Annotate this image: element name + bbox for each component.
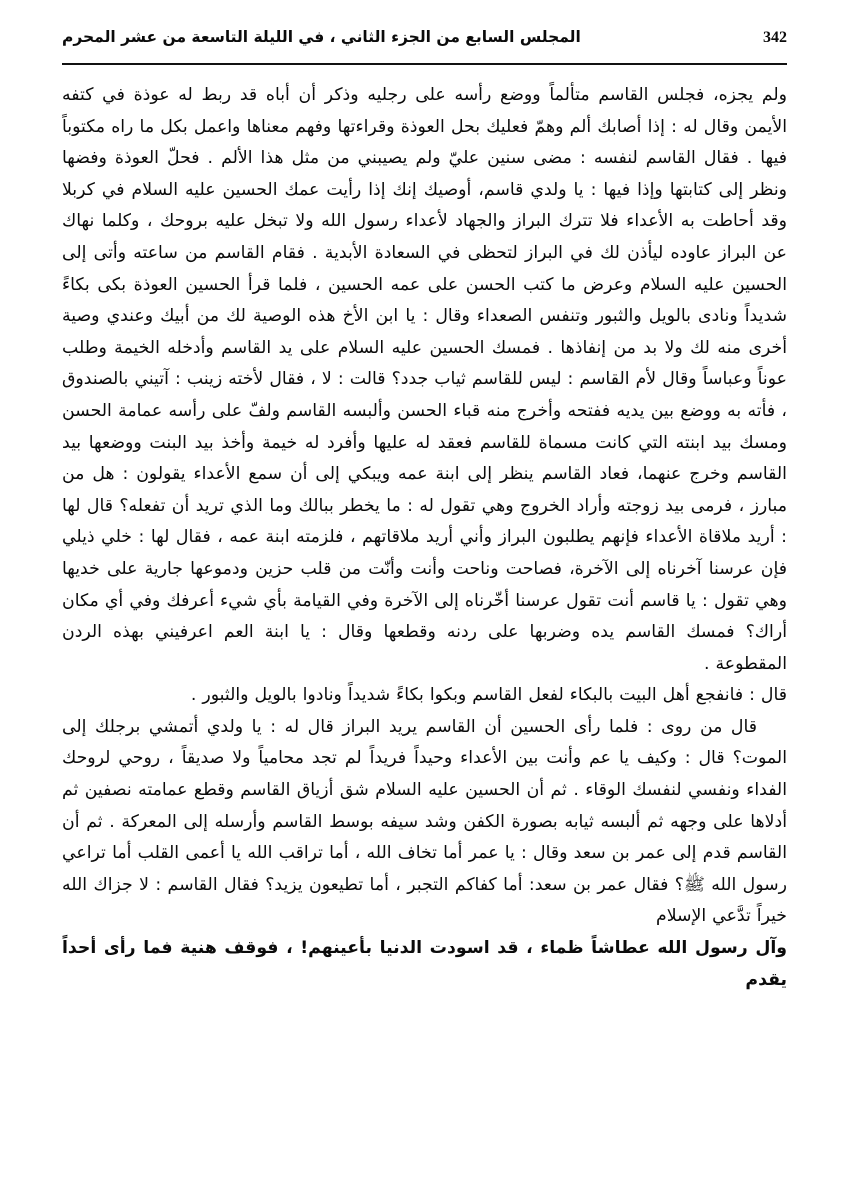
page-header	[62, 28, 787, 47]
page-number: 342	[763, 29, 787, 46]
body-paragraph: قال : فانفجع أهل البيت بالبكاء لفعل القاسم وبكوا بكاءً شديداً ونادوا بالويل والثبور .	[190, 685, 787, 706]
body-paragraph: قال من روى : فلما رأى الحسين أن القاسم يريد البراز قال له : يا ولدي أتمشي برجلك إلى الموت؟ قال : وكيف يا عم وأنت بين الأعداء وحيداً فريداً لم تجد محامياً ولا صديقاً ، روحي لروحك الفداء ونفسي لنفسك الوقاء . ثم أن الحسين عليه السلام شق أزياق القاسم وقطع عمامته نصفين ثم أدلاها على وجهه ثم ألبسه ثيابه بصورة الكفن وشد سيفه بوسط القاسم وأرسله إلى المعركة . ثم أن القاسم قدم إلى عمر بن سعد وقال : يا عمر أما تخاف الله ، أما تراقب الله يا أعمى القلب أما تراعي رسول الله ﷺ؟ فقال عمر بن سعد: أما كفاكم التجبر ، أما تطيعون يزيد؟ فقال القاسم : لا جزاك الله خيراً تدَّعي الإسلام	[62, 716, 787, 927]
running-head-title: المجلس السابع من الجزء الثاني ، في الليلة التاسعة من عشر المحرم	[62, 28, 581, 46]
header-divider	[62, 63, 787, 65]
body-paragraph: ولم يجزه، فجلس القاسم متألماً ووضع رأسه على رجليه وذكر أن أباه قد ربط له عوذة في كتفه الأيمن وقال له : إذا أصابك ألم وهمّ فعليك بحل العوذة وقراءتها وفهم معناها واعمل بكل ما راه مكتوباً فيها . فقال القاسم لنفسه : مضى سنين عليّ ولم يصيبني من مثل هذا الألم . فحلّ العوذة وفضها ونظر إلى كتابتها وإذا فيها : يا ولدي قاسم، أوصيك إنك إذا رأيت عمك الحسين عليه السلام في كربلا وقد أحاطت به الأعداء فلا تترك البراز والجهاد لأعداء رسول الله ولا تبخل عليه بروحك ، وكلما نهاك عن البراز عاوده ليأذن لك في البراز لتحظى في السعادة الأبدية . فقام القاسم من ساعته وأتى إلى الحسين عليه السلام وعرض ما كتب الحسن على عمه الحسين ، فلما قرأ الحسين العوذة بكى بكاءً شديداً ونادى بالويل والثبور وتنفس الصعداء وقال : يا ابن الأخ هذه الوصية لك من أبيك وعندي وصية أخرى منه لك ولا بد من إنفاذها . فمسك الحسين عليه السلام على يد القاسم وأدخله الخيمة وطلب عوناً وعباساً وقال لأم القاسم : ليس للقاسم ثياب جدد؟ قالت : لا ، فقال لأخته زينب : آتيني بالصندوق ، فأته به ووضع بين يديه ففتحه وأخرج منه قباء الحسن وألبسه القاسم ولفّ على رأسه عمامة الحسن ومسك بيد ابنته التي كانت مسماة للقاسم فعقد له عليها وأفرد له خيمة وأخذ بيد البنت ووضعها بيد القاسم وخرج عنهما، فعاد القاسم ينظر إلى ابنة عمه ويبكي إلى أن سمع الأعداء يقولون : هل من مبارز ، فرمى بيد زوجته وأراد الخروج وهي تقول له : ما يخطر ببالك وما الذي تريد أن تفعله؟ قال لها : أريد ملاقاة الأعداء فإنهم يطلبون البراز وأني أريد ملاقاتهم ، فلزمته ابنة عمه ، فقال لها : خلي ذيلي فإن عرسنا آخرناه إلى الآخرة، فصاحت وناحت وأنت وأنّت من قلب حزين ودموعها جارية على خديها وهي تقول : يا قاسم أنت تقول عرسنا أخّرناه إلى الآخرة وفي القيامة بأي شيء أعرفك وفي أي مكان أراك؟ فمسك القاسم يده وضربها على ردنه وقطعها وقال : يا ابنة العم اعرفيني بهذه الردن المقطوعة .	[62, 85, 787, 674]
page-body	[62, 80, 787, 996]
body-paragraph-bold: وآل رسول الله عطاشاً ظماء ، قد اسودت الدنيا بأعينهم! ، فوقف هنية فما رأى أحداً يقدم	[62, 938, 787, 990]
